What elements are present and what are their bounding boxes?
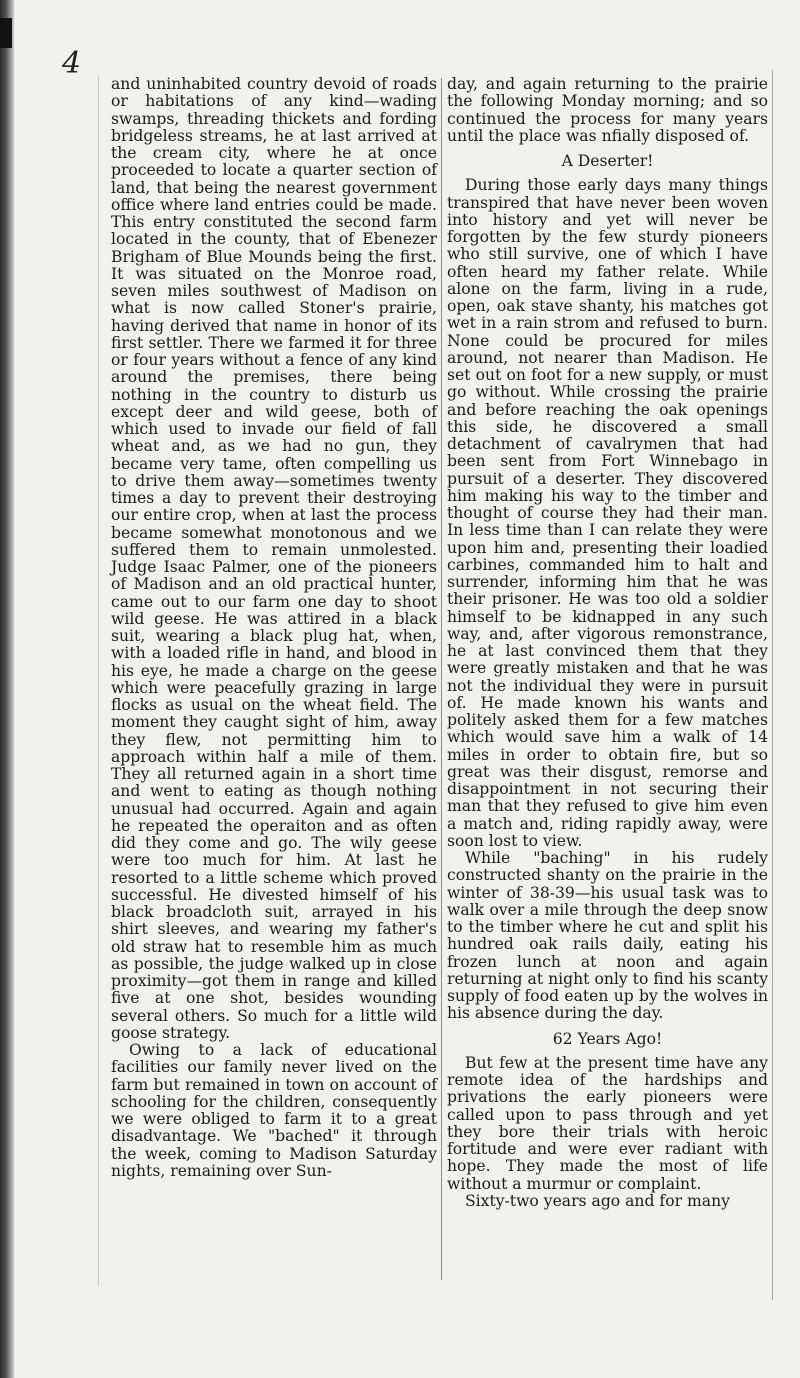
paragraph-deserter-story: During those early days many things transpired that have never been woven into history and yet will never be forgotten by the few sturdy pioneers who still survive, one of which I have often heard my father relate. While alone on the farm, living in a rude, open, oak stave shanty, his matches got wet in a rain strom and refused to burn. None could be procured for miles around, not nearer than Madison. He set out on foot for a new supply, or must go without. While crossing the prairie and before reaching the oak openings this side, he discovered a small detachment of cavalrymen that had been sent from Fort Winnebago in pursuit of a deserter. They discovered him making his way to the timber and thought of course they had their man. In less time than I can relate they were upon him and, presenting their loadied carbines, commanded him to halt and surrender, informing him that he was their prisoner. He was too old a soldier himself to be kidnapped in any such way, and, after vigorous remonstrance, he at last convinced them that they were greatly mistaken and that he was not the individual they were in pursuit of. He made known his wants and politely asked them for a few matches which would save him a walk of 14 miles in order to obtain fire, but so great was their disgust, remorse and disappointment in not securing their man that they refused to give him even a match and, riding rapidly away, were soon lost to view. <box>447 176 768 850</box>
clipping-edge-left <box>98 76 99 1286</box>
heading-62-years-ago: 62 Years Ago! <box>552 1029 663 1048</box>
paragraph-continuation: day, and again returning to the prairie the following Monday morning; and so continued the process for many years until the place was nfially disposed of. <box>447 75 768 145</box>
page-binding-edge <box>0 0 14 1378</box>
scan-corner-mark <box>0 18 12 48</box>
clipping-edge-right <box>772 70 773 1300</box>
column-divider <box>441 78 442 1280</box>
right-column <box>447 76 768 1210</box>
paragraph-baching: While "baching" in his rudely constructed shanty on the prairie in the winter of 38-39—his usual task was to walk over a mile through the deep snow to the timber where he cut and split his hundred oak rails daily, eating his frozen lunch at noon and again returning at night only to find his scanty supply of food eaten up by the wolves in his absence during the day. <box>447 849 768 1023</box>
paragraph-geese-story: and uninhabited country devoid of roads or habitations of any kind—wading swamps, threading thickets and fording bridgeless streams, he at last arrived at the cream city, where he at once proceeded to locate a quarter section of land, that being the nearest government office where land entries could be made. This entry constituted the second farm located in the county, that of Ebenezer Brigham of Blue Mounds being the first. It was situated on the Monroe road, seven miles southwest of Madison on what is now called Stoner's prairie, having derived that name in honor of its first settler. There we farmed it for three or four years without a fence of any kind around the premises, there being nothing in the country to disturb us except deer and wild geese, both of which used to invade our field of fall wheat and, as we had no gun, they became very tame, often compelling us to drive them away—sometimes twenty times a day to prevent their destroying our entire crop, when at last the process became somewhat monotonous and we suffered them to remain unmolested. Judge Isaac Palmer, one of the pioneers of Madison and an old practical hunter, came out to our farm one day to shoot wild geese. He was attired in a black suit, wearing a black plug hat, when, with a loaded rifle in hand, and blood in his eye, he made a charge on the geese which were peacefully grazing in large flocks as usual on the wheat field. The moment they caught sight of him, away they flew, not permitting him to approach within half a mile of them. They all returned again in a short time and went to eating as though nothing unusual had occurred. Again and again he repeated the operaiton and as often did they come and go. The wily geese were too much for him. At last he resorted to a little scheme which proved successful. He divested himself of his black broadcloth suit, arrayed in his shirt sleeves, and wearing my father's old straw hat to resemble him as much as possible, the judge walked up in close proximity—got them in range and killed five at one shot, besides wounding several others. So much for a little wild goose strategy. <box>111 75 437 1042</box>
page-number: 4 <box>62 46 82 81</box>
heading-deserter: A Deserter! <box>561 152 654 170</box>
paragraph-hardships: But few at the present time have any remote idea of the hardships and privations the early pioneers were called upon to pass through and yet they bore their trials with heroic fortitude and were ever radiant with hope. They made the most of life without a murmur or complaint. <box>447 1053 768 1193</box>
paragraph-sixty-two-years: Sixty-two years ago and for many <box>465 1191 730 1210</box>
paragraph-schooling: Owing to a lack of educational facilities our family never lived on the farm but remained in town on account of schooling for the children, consequently we were obliged to farm it to a great disadvantage. We "bached" it through the week, coming to Madison Saturday nights, remaining over Sun- <box>111 1041 437 1180</box>
left-column <box>111 76 437 1180</box>
